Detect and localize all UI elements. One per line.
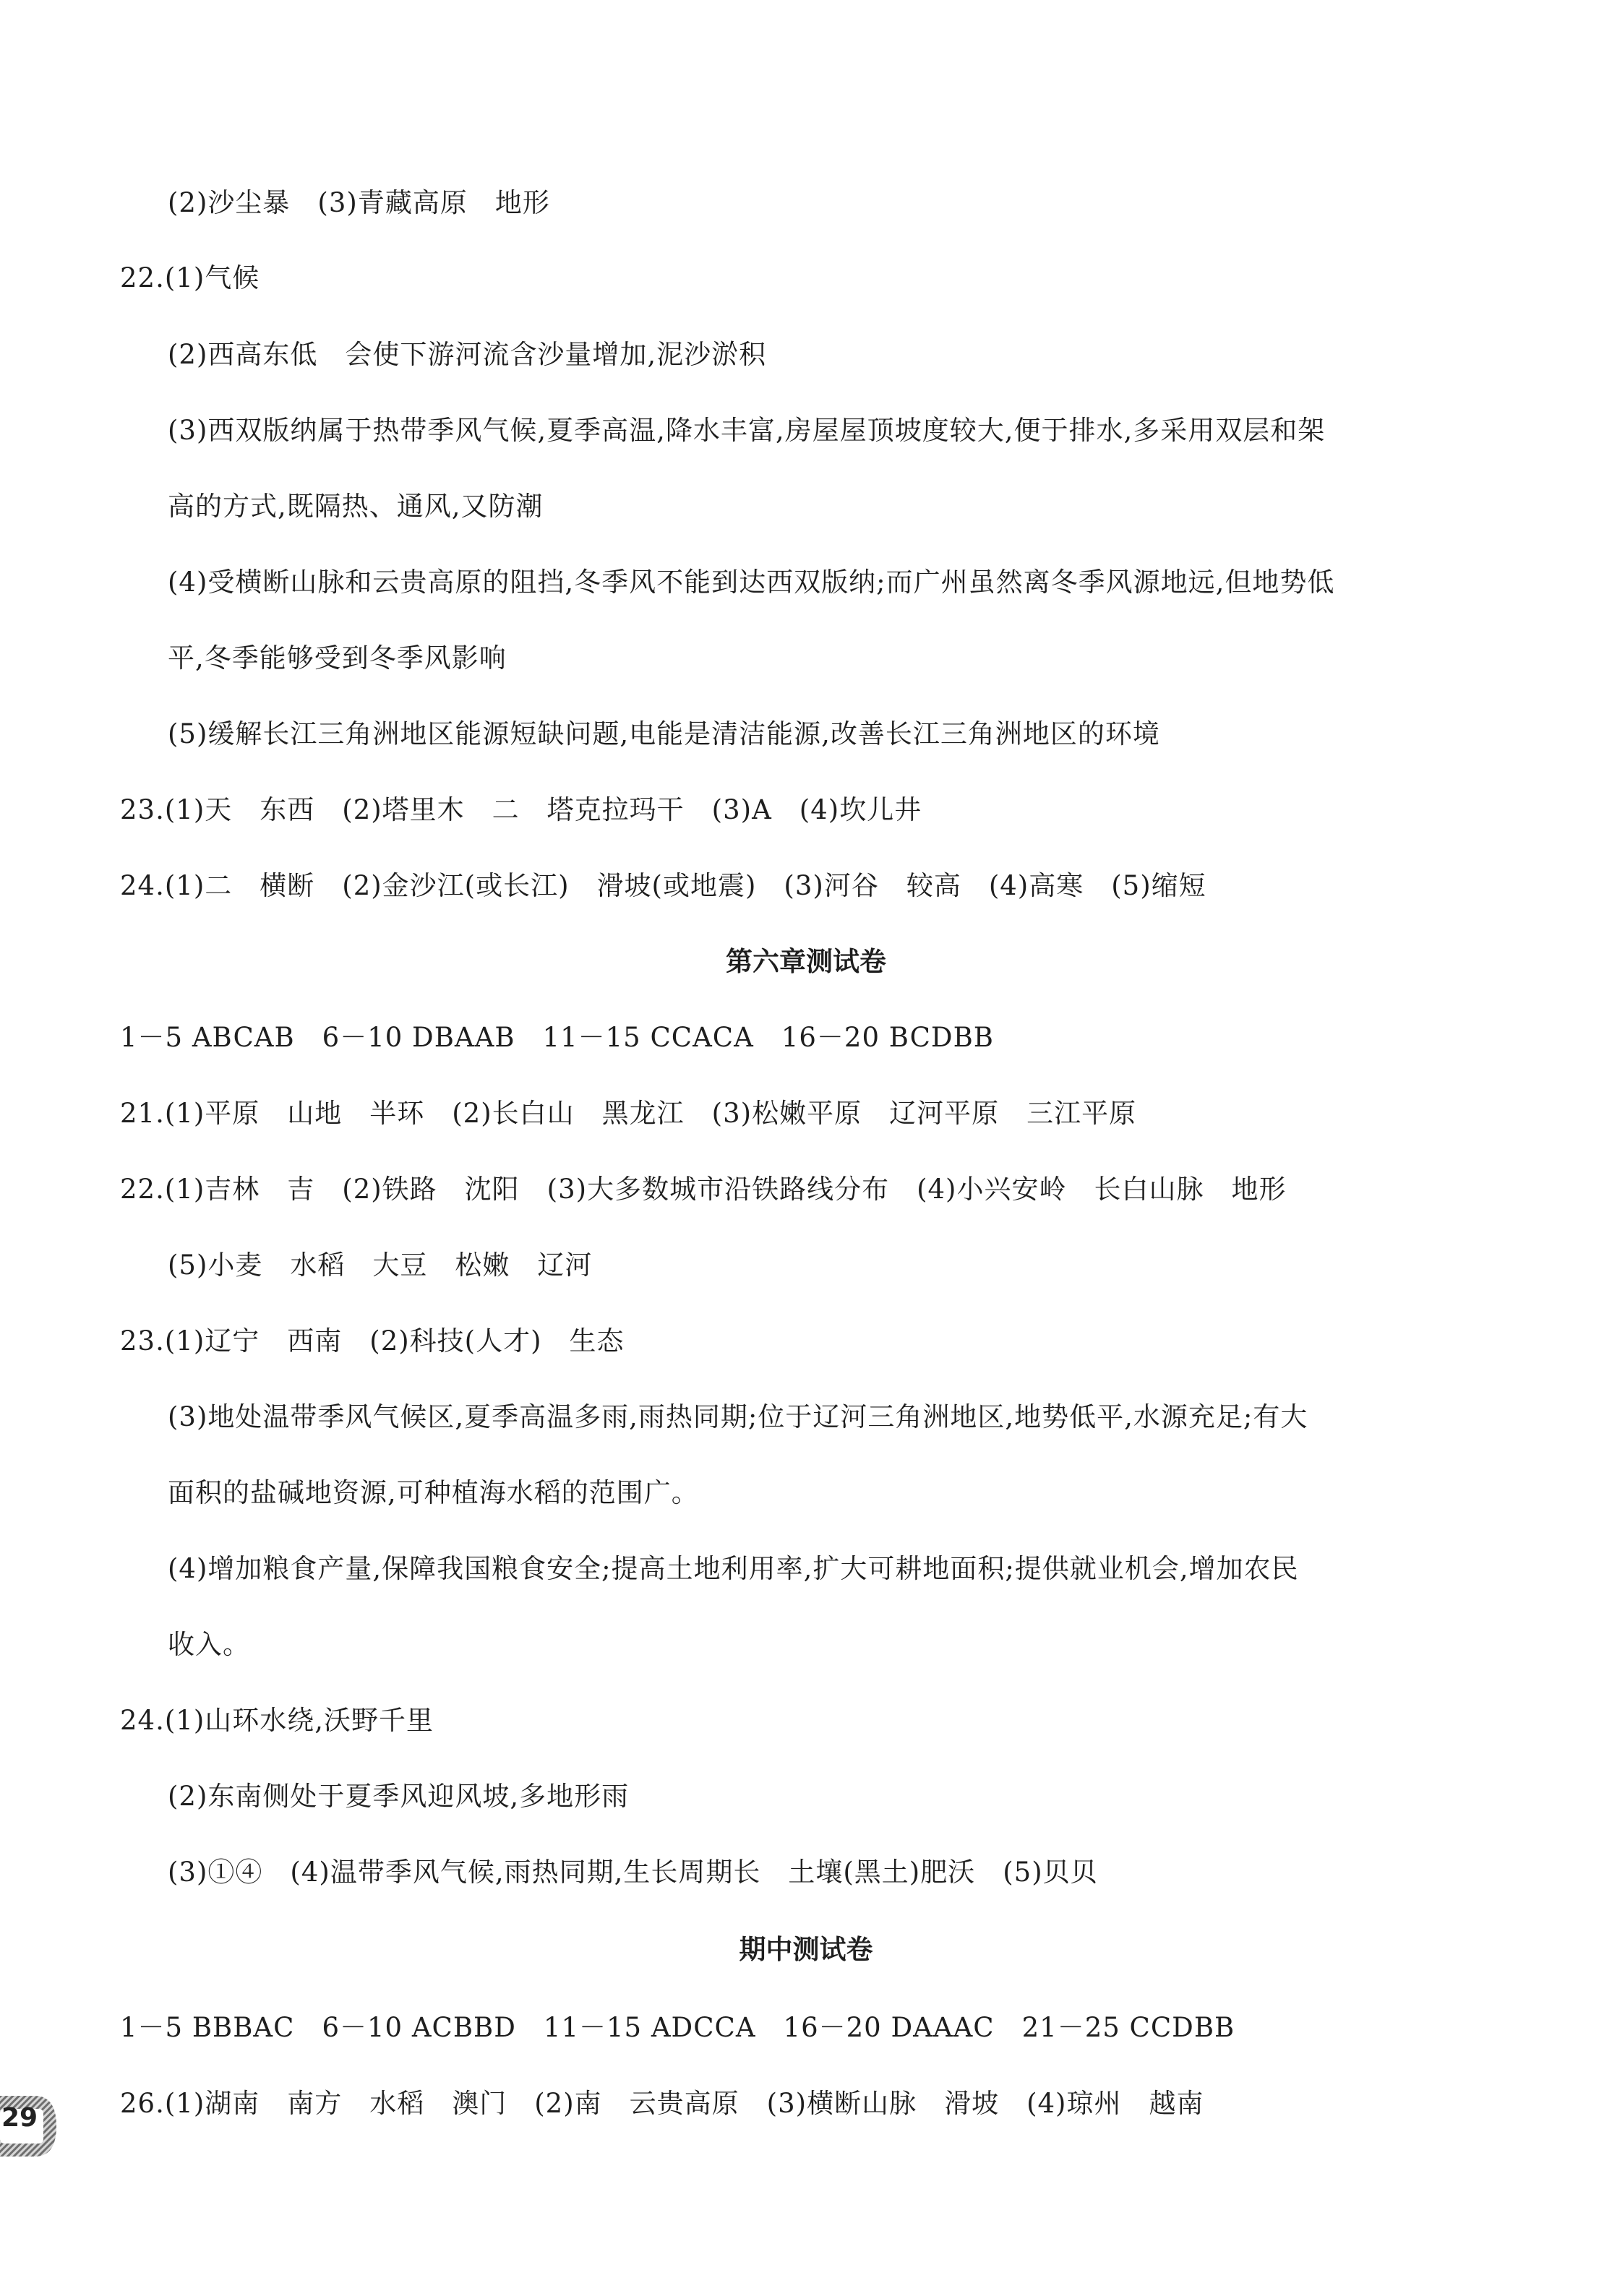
answer-line: 高的方式,既隔热、通风,又防潮 bbox=[168, 491, 544, 522]
answer-line: (5)缓解长江三角洲地区能源短缺问题,电能是清洁能源,改善长江三角洲地区的环境 bbox=[168, 718, 1160, 749]
answer-line: 22.(1)气候 bbox=[120, 262, 260, 293]
page-number: 29 bbox=[1, 2103, 38, 2133]
answer-line: 平,冬季能够受到冬季风影响 bbox=[168, 642, 507, 674]
answer-line: (2)东南侧处于夏季风迎风坡,多地形雨 bbox=[168, 1781, 630, 1812]
answer-line: 23.(1)辽宁 西南 (2)科技(人才) 生态 bbox=[120, 1325, 625, 1356]
answer-line: 面积的盐碱地资源,可种植海水稻的范围广。 bbox=[168, 1477, 699, 1508]
answer-line: (3)地处温带季风气候区,夏季高温多雨,雨热同期;位于辽河三角洲地区,地势低平,水源充足;有大 bbox=[168, 1401, 1308, 1432]
section-heading: 第六章测试卷 bbox=[726, 946, 886, 977]
answer-line: (4)增加粮食产量,保障我国粮食安全;提高土地利用率,扩大可耕地面积;提供就业机会,增加农民 bbox=[168, 1553, 1299, 1584]
answer-line: 1－5 ABCAB 6－10 DBAAB 11－15 CCACA 16－20 BCDBB bbox=[120, 1022, 994, 1053]
section-heading: 期中测试卷 bbox=[739, 1934, 873, 1965]
answer-line: (2)西高东低 会使下游河流含沙量增加,泥沙淤积 bbox=[168, 339, 767, 370]
answer-line: (2)沙尘暴 (3)青藏高原 地形 bbox=[168, 187, 550, 218]
answer-line: (5)小麦 水稻 大豆 松嫩 辽河 bbox=[168, 1250, 593, 1281]
answer-line: 23.(1)天 东西 (2)塔里木 二 塔克拉玛干 (3)A (4)坎儿井 bbox=[120, 794, 922, 825]
answer-line: 1－5 BBBAC 6－10 ACBBD 11－15 ADCCA 16－20 DAAAC 21－25 CCDBB bbox=[120, 2012, 1235, 2043]
answer-line: (3)①④ (4)温带季风气候,雨热同期,生长周期长 土壤(黑土)肥沃 (5)贝贝 bbox=[168, 1857, 1098, 1888]
answer-line: (3)西双版纳属于热带季风气候,夏季高温,降水丰富,房屋屋顶坡度较大,便于排水,多采用双层和架 bbox=[168, 415, 1326, 446]
answer-line: (4)受横断山脉和云贵高原的阻挡,冬季风不能到达西双版纳;而广州虽然离冬季风源地远,但地势低 bbox=[168, 567, 1335, 598]
answer-line: 24.(1)二 横断 (2)金沙江(或长江) 滑坡(或地震) (3)河谷 较高 (4)高寒 (5)缩短 bbox=[120, 870, 1206, 901]
answer-line: 22.(1)吉林 吉 (2)铁路 沈阳 (3)大多数城市沿铁路线分布 (4)小兴安岭 长白山脉 地形 bbox=[120, 1174, 1287, 1205]
answer-line: 收入。 bbox=[168, 1629, 250, 1660]
answer-line: 26.(1)湖南 南方 水稻 澳门 (2)南 云贵高原 (3)横断山脉 滑坡 (4)琼州 越南 bbox=[120, 2088, 1204, 2119]
answer-line: 21.(1)平原 山地 半环 (2)长白山 黑龙江 (3)松嫩平原 辽河平原 三江平原 bbox=[120, 1098, 1137, 1129]
answer-line: 24.(1)山环水绕,沃野千里 bbox=[120, 1705, 434, 1736]
